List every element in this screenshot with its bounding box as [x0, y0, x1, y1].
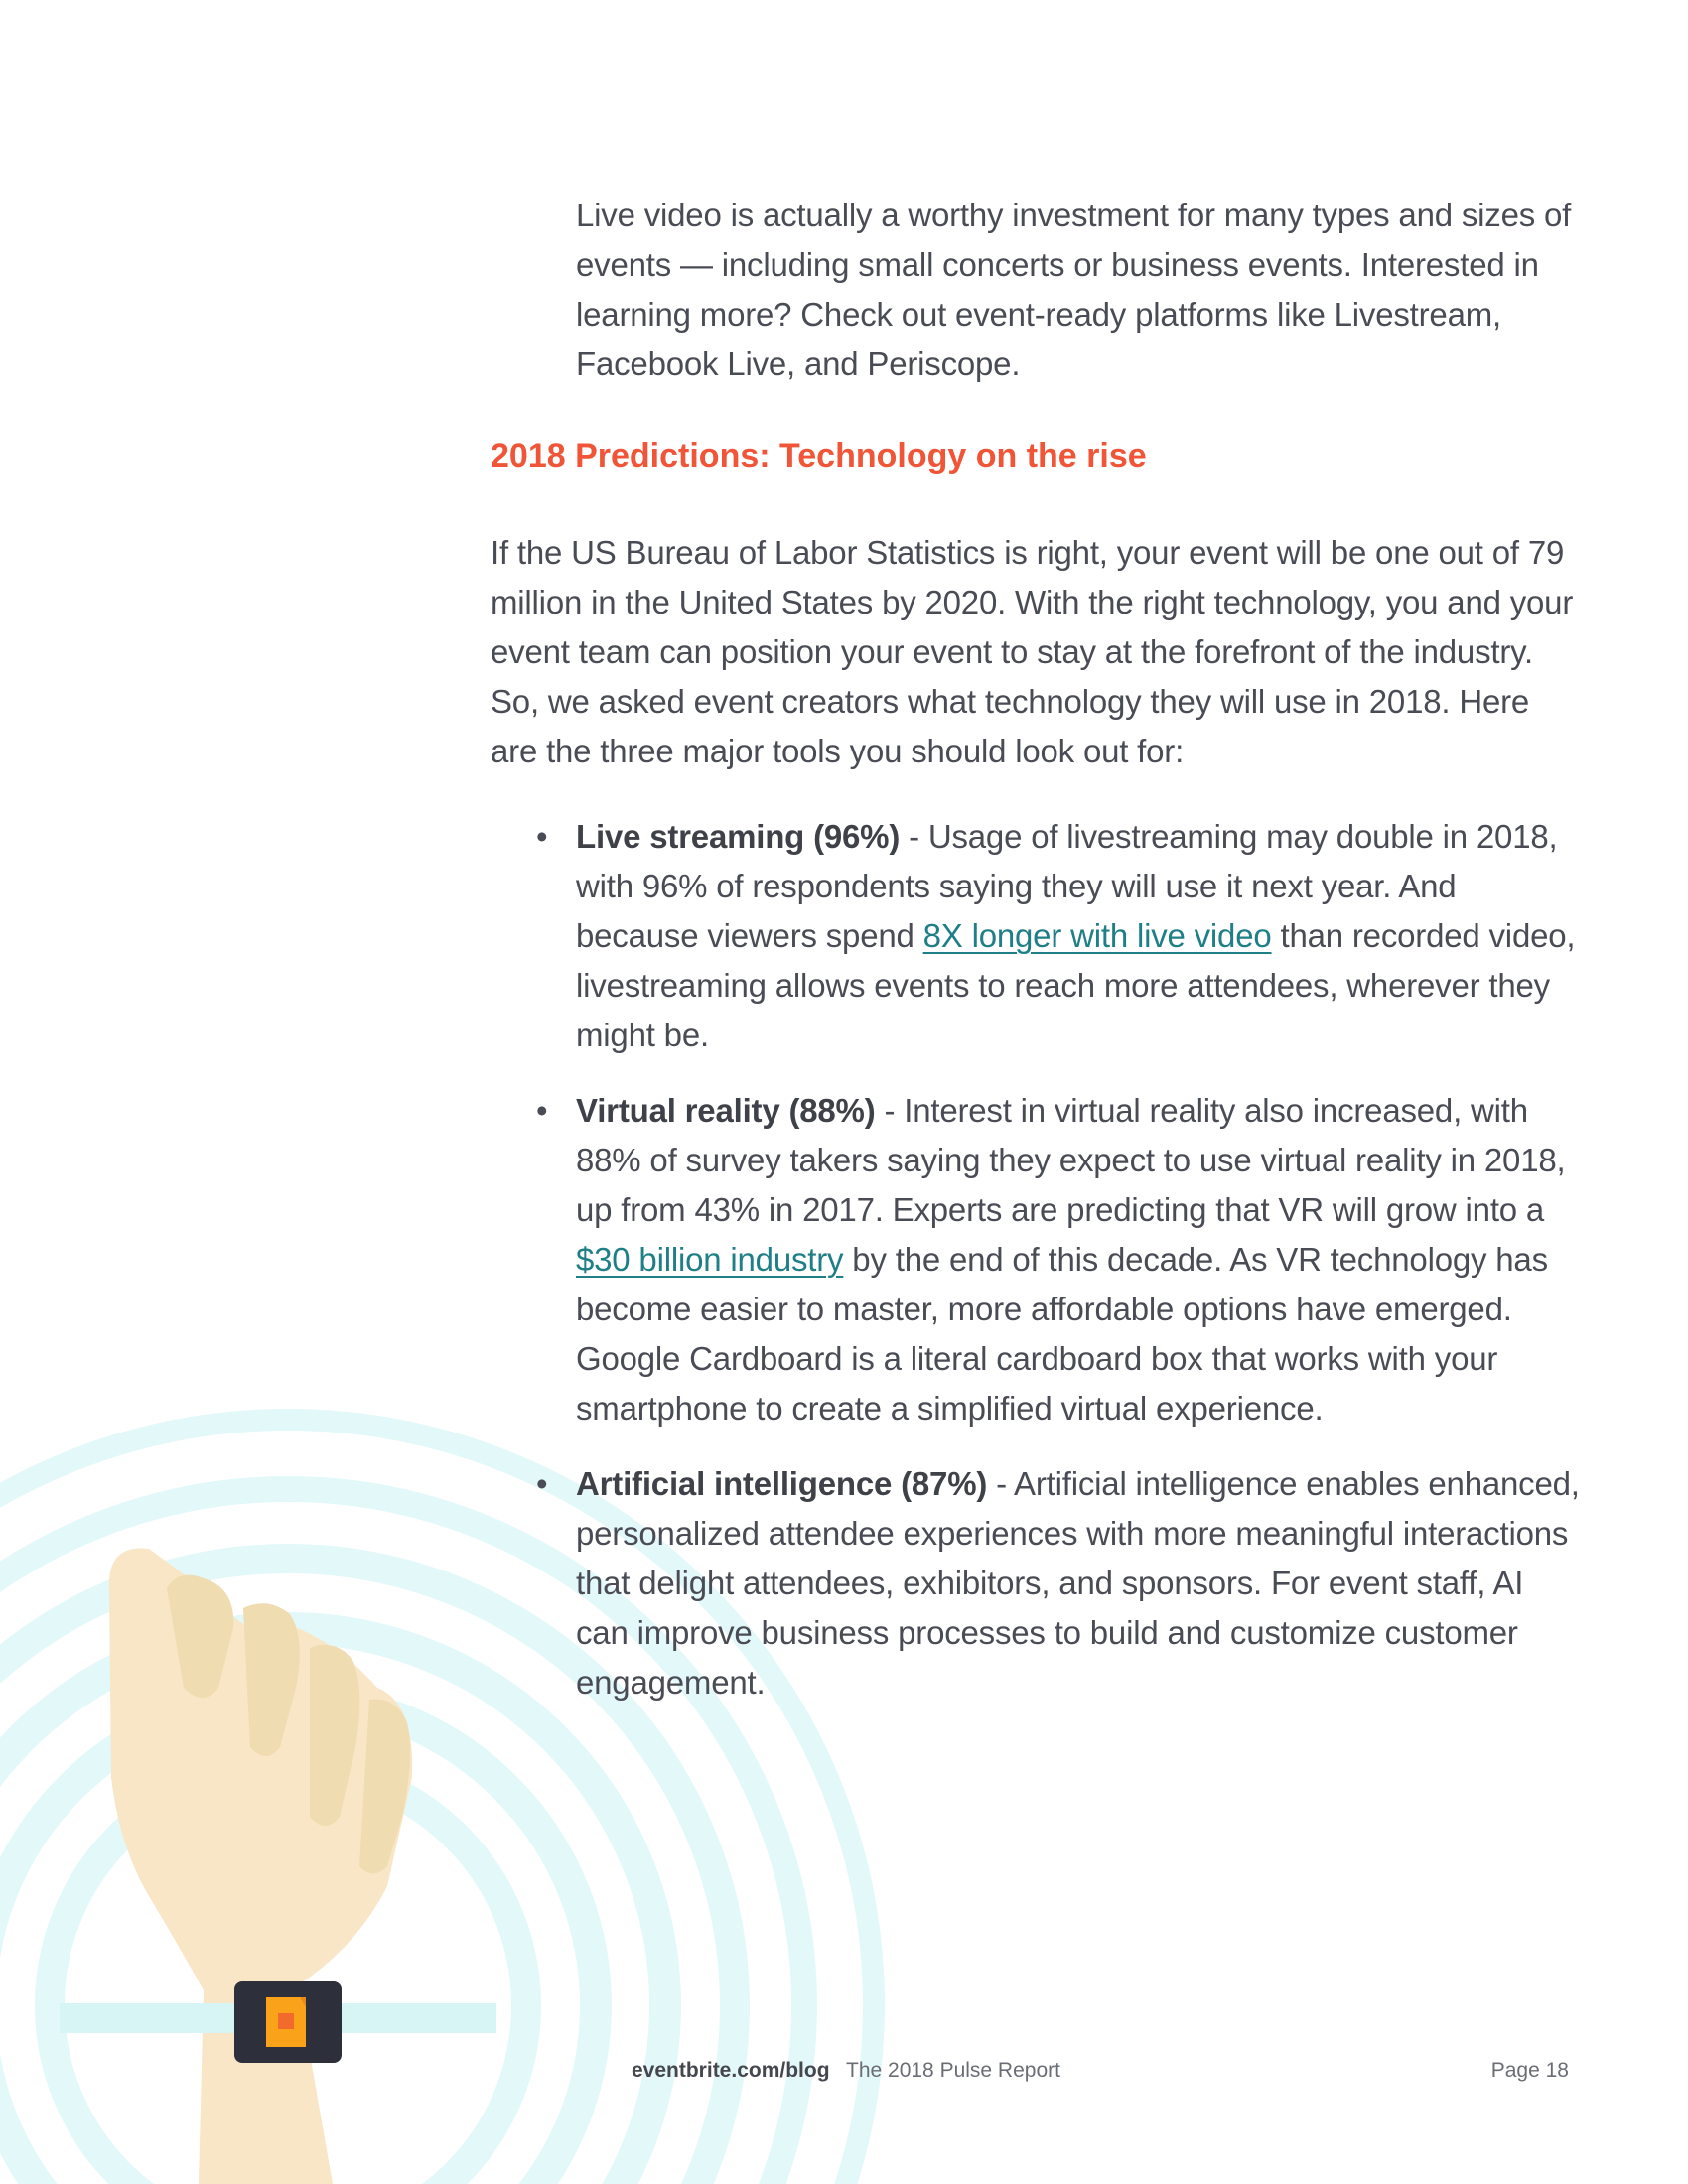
page-number: Page 18 [1490, 2059, 1569, 2082]
bullet-text: - Artificial intelligence enables enhanced, personalized attendee experiences with more meaningful interactions that delight attendees, exhibitors, and sponsors. For event staff, AI can improve business processes to build and customize customer engagement. [576, 1465, 1580, 1701]
list-item [491, 1086, 1583, 1433]
bullet-text: - Interest in virtual reality also increased, with 88% of survey takers saying they expect to use virtual reality in 2018, up from 43% in 2017. Experts are predicting that VR will grow into a [576, 1092, 1566, 1228]
intro-paragraph: Live video is actually a worthy investment for many types and sizes of events — including small concerts or business events. Interested in learning more? Check out event-ready platforms like Livestream, Facebook Live, and Periscope. [576, 197, 1572, 382]
wearable-device-icon [234, 1981, 342, 2063]
bullet-text: than recorded video, livestreaming allows events to reach more attendees, wherever they might be. [576, 917, 1576, 1053]
body-paragraph: If the US Bureau of Labor Statistics is right, your event will be one out of 79 million in the United States by 2020. With the right technology, you and your event team can position your event to stay at the forefront of the industry. So, we asked event creators what technology they will use in 2018. Here are the three major tools you should look out for: [491, 534, 1574, 769]
list-item [491, 812, 1583, 1060]
bullet-dot-icon: • [536, 1465, 548, 1502]
vr-industry-link[interactable]: $30 billion industry [576, 1241, 844, 1278]
technology-list [491, 812, 1583, 1733]
bullet-title: Live streaming (96%) [576, 818, 901, 855]
list-item [491, 1459, 1583, 1707]
section-heading: 2018 Predictions: Technology on the rise [491, 437, 1147, 475]
bullet-text: by the end of this decade. As VR technology has become easier to master, more affordable options have emerged. Google Cardboard is a literal cardboard box that works with your smartphone to create a simplified virtual experience. [576, 1241, 1548, 1427]
bullet-title: Artificial intelligence (87%) [576, 1465, 988, 1502]
bullet-dot-icon: • [536, 818, 548, 855]
footer-report-title: The 2018 Pulse Report [846, 2059, 1060, 2082]
bullet-text: - Usage of livestreaming may double in 2018, with 96% of respondents saying they will use it next year. And because viewers spend [576, 818, 1558, 954]
bullet-dot-icon: • [536, 1092, 548, 1129]
live-video-stat-link[interactable]: 8X longer with live video [922, 917, 1272, 954]
bullet-title: Virtual reality (88%) [576, 1092, 876, 1129]
footer-brand-link[interactable]: eventbrite.com/blog [632, 2059, 830, 2082]
